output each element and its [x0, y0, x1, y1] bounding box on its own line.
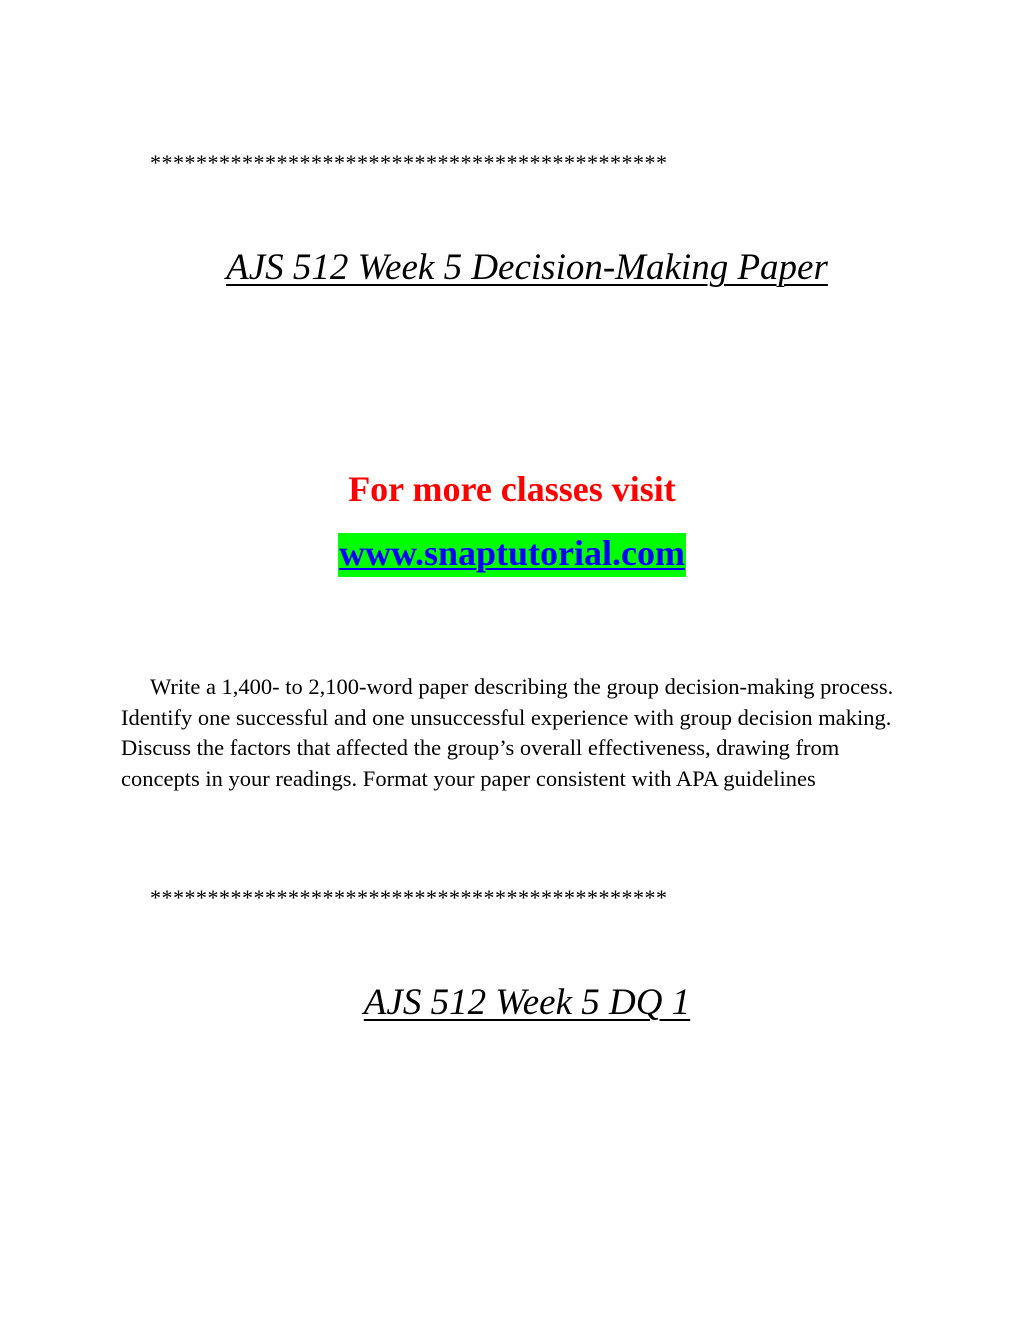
assignment-description: Write a 1,400- to 2,100-word paper describing the group decision-making process. Identify one successful and one unsuccessful experience with group decision making. Discuss the factors that affected the group’s overall effectiveness, drawing from concepts in your readings. Format your paper consistent with APA guidelines: [121, 674, 894, 791]
separator-bottom: *********************************************: [150, 885, 668, 910]
separator-top: *********************************************: [150, 150, 668, 175]
section-heading-decision-making-paper: AJS 512 Week 5 Decision-Making Paper: [226, 247, 828, 288]
visit-callout: For more classes visit: [348, 469, 676, 509]
section-heading-dq1: AJS 512 Week 5 DQ 1: [363, 982, 691, 1023]
snaptutorial-link[interactable]: www.snaptutorial.com: [338, 533, 686, 577]
link-container: [0, 533, 1024, 577]
